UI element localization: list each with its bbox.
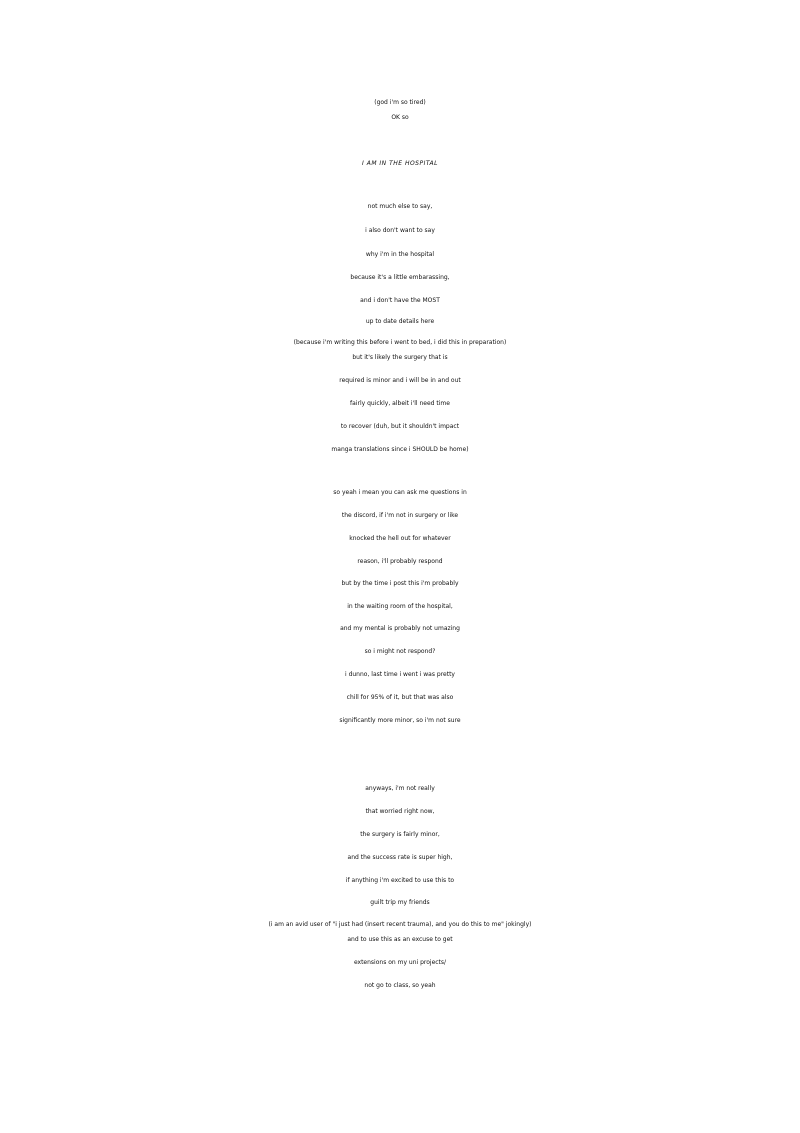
text-line: to recover (duh, but it shouldn't impact	[340, 423, 460, 430]
text-line: so i might not respond?	[364, 648, 436, 655]
text-line: and the success rate is super high,	[347, 854, 453, 861]
text-line: if anything i'm excited to use this to	[345, 877, 455, 884]
text-line: reason, i'll probably respond	[357, 558, 443, 565]
text-line: required is minor and i will be in and out	[339, 377, 461, 384]
text-line: so yeah i mean you can ask me questions in	[333, 489, 467, 496]
text-line: because it's a little embarassing,	[350, 274, 450, 281]
text-line: and i don't have the MOST	[360, 297, 440, 304]
text-line: guilt trip my friends	[370, 899, 430, 906]
ok-so-line: OK so	[391, 114, 409, 121]
text-line: extensions on my uni projects/	[353, 959, 447, 966]
text-line: not go to class, so yeah	[364, 982, 436, 989]
text-line: but it's likely the surgery that is	[352, 354, 448, 361]
text-line: in the waiting room of the hospital,	[347, 603, 453, 610]
text-line: significantly more minor, so i'm not sure	[339, 717, 461, 724]
joke-note: (i am an avid user of "i just had (insert recent trauma), and you do this to me" jokingly)	[268, 921, 532, 928]
text-line: i also don't want to say	[365, 227, 435, 234]
text-line: i dunno, last time i went i was pretty	[345, 671, 455, 678]
text-line: knocked the hell out for whatever	[349, 535, 451, 542]
text-line: anyways, i'm not really	[365, 785, 435, 792]
text-line: manga translations since i SHOULD be home)	[331, 446, 469, 453]
text-line: chill for 95% of it, but that was also	[346, 694, 454, 701]
text-line: the discord, if i'm not in surgery or like	[341, 512, 459, 519]
hospital-headline: I AM IN THE HOSPITAL	[362, 160, 438, 167]
text-line: and my mental is probably not umazing	[340, 625, 460, 632]
text-line: but by the time i post this i'm probably	[341, 580, 459, 587]
preparation-note: (because i'm writing this before i went to bed, i did this in preparation)	[293, 339, 507, 346]
tired-aside: (god i'm so tired)	[374, 99, 426, 106]
text-line: fairly quickly, albeit i'll need time	[350, 400, 450, 407]
text-line: up to date details here	[365, 318, 435, 325]
text-line: that worried right now,	[365, 808, 435, 815]
text-line: not much else to say,	[367, 203, 433, 210]
text-line: why i'm in the hospital	[365, 251, 435, 258]
text-line: and to use this as an excuse to get	[347, 936, 453, 943]
text-line: the surgery is fairly minor,	[360, 831, 440, 838]
